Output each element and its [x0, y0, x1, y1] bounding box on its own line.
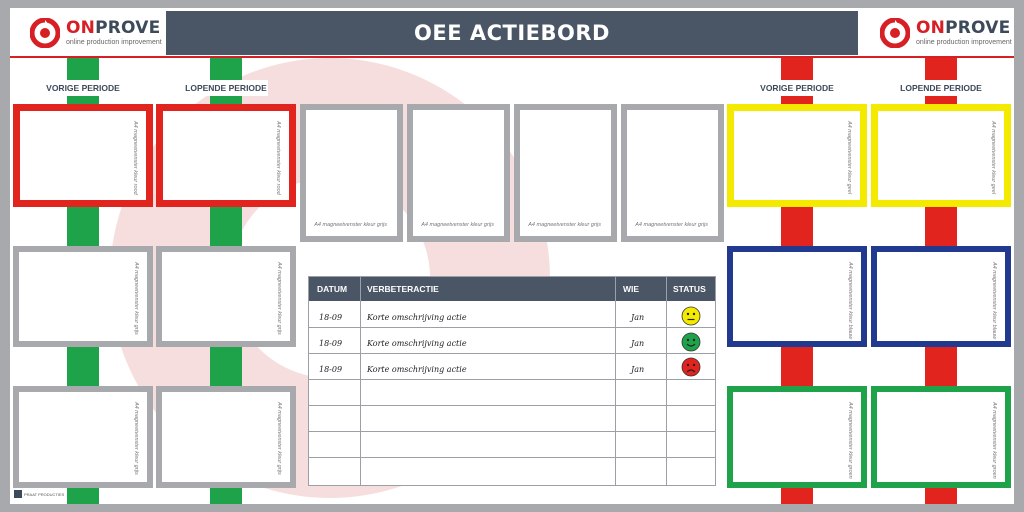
column-line [666, 277, 667, 485]
logo-right-on: ON [916, 18, 946, 38]
header-verbeteractie: VERBETERACTIE [367, 284, 439, 294]
cell-datum[interactable]: 18-09 [319, 312, 343, 322]
row-line [309, 405, 715, 406]
frame-label: A4 magneetvenster kleur grijs [276, 262, 282, 335]
status-sad-smiley-icon[interactable] [681, 357, 701, 377]
column-line [615, 277, 616, 485]
logo-left-tagline: online production improvement [66, 39, 162, 46]
footer-text: PRAAT PRODUCTIES [24, 491, 65, 497]
frame-label: A4 magneetvenster kleur groen [991, 402, 997, 479]
cell-datum[interactable]: 18-09 [319, 338, 343, 348]
action-table [308, 276, 716, 486]
frame-label: A4 magneetvenster kleur grijs [528, 221, 601, 228]
frame-label: A4 magneetvenster kleur rood [132, 121, 138, 195]
magnet-frame-grey[interactable] [156, 246, 296, 347]
cell-actie[interactable]: Korte omschrijving actie [367, 312, 467, 322]
frame-label: A4 magneetvenster kleur grijs [276, 402, 282, 475]
logo-right-tagline: online production improvement [916, 39, 1012, 46]
cell-datum[interactable]: 18-09 [319, 364, 343, 374]
frame-label: A4 magneetvenster kleur grijs [133, 262, 139, 335]
cell-actie[interactable]: Korte omschrijving actie [367, 338, 467, 348]
magnet-frame-grey[interactable] [13, 246, 153, 347]
header-wie: WIE [623, 284, 640, 294]
magnet-frame-grey[interactable] [300, 104, 403, 242]
cell-wie[interactable]: Jan [631, 312, 645, 322]
onprove-logo-icon [30, 18, 60, 48]
logo-right-prove: PROVE [945, 18, 1011, 38]
magnet-frame-blue[interactable] [871, 246, 1011, 347]
magnet-frame-grey[interactable] [13, 386, 153, 488]
logo-left [30, 10, 162, 56]
magnet-frame-grey[interactable] [156, 386, 296, 488]
magnet-frame-yellow[interactable] [727, 104, 867, 207]
footer-maker-logo [14, 490, 64, 498]
frame-label: A4 magneetvenster kleur grijs [421, 221, 494, 228]
frame-label: A4 magneetvenster kleur rood [275, 121, 281, 195]
logo-left-prove: PROVE [95, 18, 161, 38]
magnet-frame-blue[interactable] [727, 246, 867, 347]
magnet-frame-red[interactable] [13, 104, 153, 207]
magnet-frame-grey[interactable] [621, 104, 724, 242]
column-label-lopende-right: LOPENDE PERIODE [898, 80, 984, 96]
column-line [360, 277, 361, 485]
header-divider [10, 56, 1014, 58]
status-neutral-smiley-icon[interactable] [681, 306, 701, 326]
frame-label: A4 magneetvenster kleur blauw [847, 262, 853, 340]
cell-wie[interactable]: Jan [631, 364, 645, 374]
frame-label: A4 magneetvenster kleur blauw [991, 262, 997, 340]
header-datum: DATUM [317, 284, 348, 294]
magnet-frame-red[interactable] [156, 104, 296, 207]
frame-label: A4 magneetvenster kleur geel [990, 121, 996, 195]
status-happy-smiley-icon[interactable] [681, 332, 701, 352]
magnet-frame-green[interactable] [727, 386, 867, 488]
board-title: OEE ACTIEBORD [166, 11, 858, 55]
frame-label: A4 magneetvenster kleur geel [846, 121, 852, 195]
magnet-frame-grey[interactable] [514, 104, 617, 242]
header-status: STATUS [673, 284, 706, 294]
logo-left-on: ON [66, 18, 96, 38]
column-label-vorige-left: VORIGE PERIODE [40, 80, 126, 96]
magnet-frame-yellow[interactable] [871, 104, 1011, 207]
cell-wie[interactable]: Jan [631, 338, 645, 348]
magnet-frame-green[interactable] [871, 386, 1011, 488]
onprove-logo-icon [880, 18, 910, 48]
frame-label: A4 magneetvenster kleur grijs [635, 221, 708, 228]
maker-logo-icon [14, 490, 22, 498]
magnet-frame-grey[interactable] [407, 104, 510, 242]
frame-label: A4 magneetvenster kleur grijs [133, 402, 139, 475]
row-line [309, 431, 715, 432]
row-line [309, 457, 715, 458]
frame-label: A4 magneetvenster kleur grijs [314, 221, 387, 228]
column-label-vorige-right: VORIGE PERIODE [755, 80, 839, 96]
column-label-lopende-left: LOPENDE PERIODE [184, 80, 268, 96]
logo-right [880, 10, 1012, 56]
cell-actie[interactable]: Korte omschrijving actie [367, 364, 467, 374]
frame-label: A4 magneetvenster kleur groen [847, 402, 853, 479]
